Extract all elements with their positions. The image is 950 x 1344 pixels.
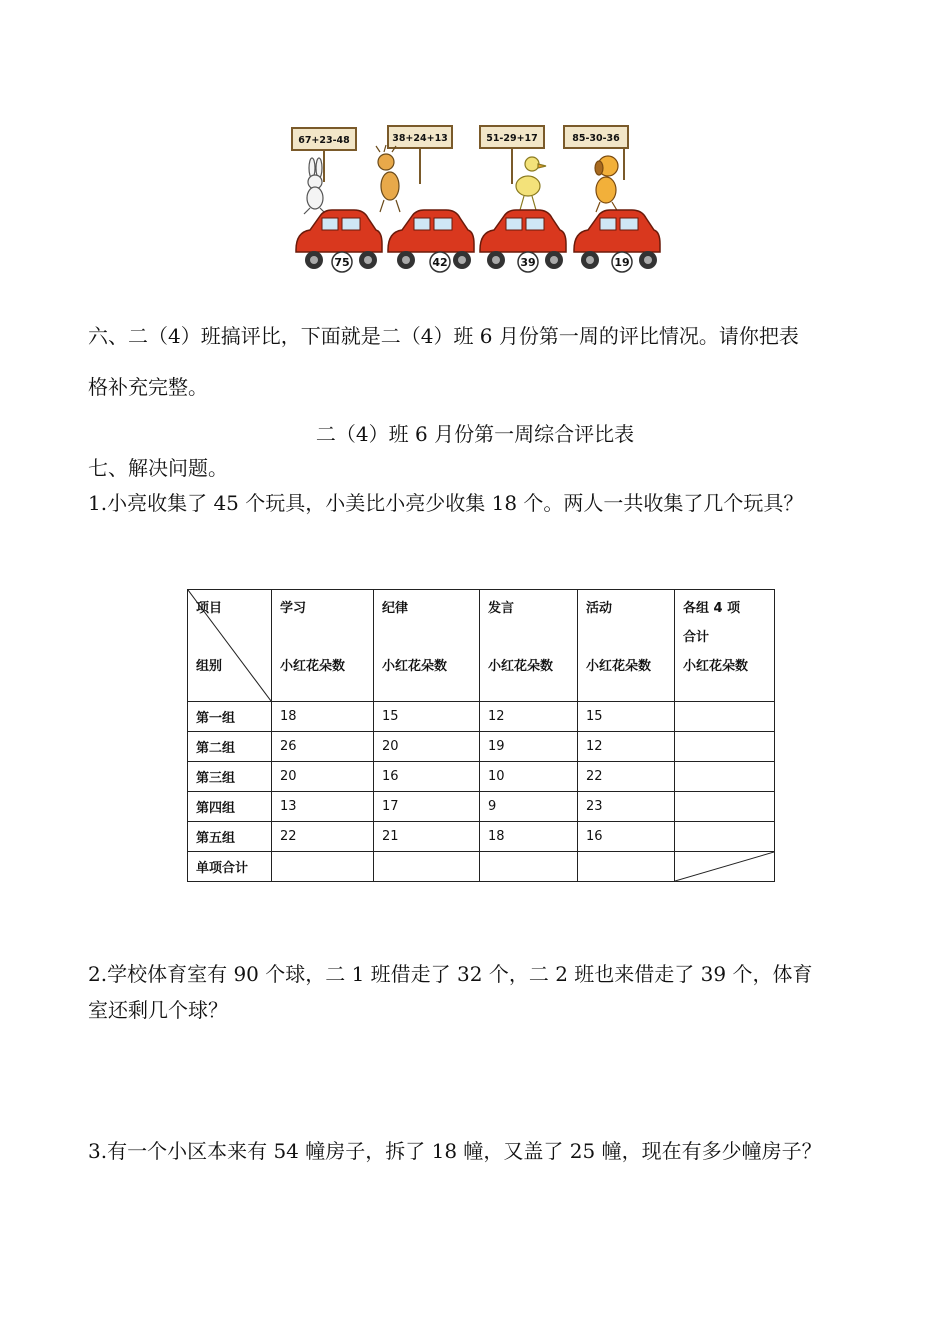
group-label: 第三组 [188,762,272,792]
cell-value: 12 [480,702,578,732]
cell-value: 10 [480,762,578,792]
header-speaking-sub: 小红花朵数 [488,659,554,674]
cell-value: 20 [374,732,480,762]
rabbit-icon [304,158,326,214]
sign-2 [388,126,452,184]
group-label: 第五组 [188,822,272,852]
car-2-number: 42 [432,256,448,269]
car-3 [480,210,566,272]
cell-total-blank [675,822,775,852]
duck-icon [516,157,546,210]
header-study-sub: 小红花朵数 [280,659,346,674]
header-discipline [374,590,480,702]
section6-line1: 六、二（4）班搞评比，下面就是二（4）班 6 月份第一周的评比情况。请你把表 [88,324,799,348]
header-total-line2: 合计 [683,630,710,645]
cell-value: 16 [578,822,675,852]
cell-value: 22 [272,822,374,852]
corner-bottom-label: 组别 [196,659,223,674]
cell-value: 15 [578,702,675,732]
cell-sum-blank [480,852,578,882]
cell-total-blank [675,702,775,732]
cell-total-blank [675,762,775,792]
sum-row-label: 单项合计 [188,852,272,882]
car-4-number: 19 [614,256,630,269]
header-discipline-name: 纪律 [382,601,409,616]
cell-value: 22 [578,762,675,792]
header-total-line3: 小红花朵数 [683,659,749,674]
evaluation-table [187,589,775,882]
sum-row [188,852,775,882]
corner-top-label: 项目 [196,601,223,616]
header-activity-name: 活动 [586,601,613,616]
cell-sum-blank [578,852,675,882]
sign-1 [292,128,356,182]
header-total-line1: 各组 4 项 [683,601,741,616]
cell-value: 26 [272,732,374,762]
section6-line2: 格补充完整。 [88,375,208,399]
header-study [272,590,374,702]
header-activity [578,590,675,702]
cell-value: 18 [272,702,374,732]
car-4 [574,210,660,272]
cell-value: 21 [374,822,480,852]
sign-4-text: 85-30-36 [572,133,620,144]
question-1: 1.小亮收集了 45 个玩具，小美比小亮少收集 18 个。两人一共收集了几个玩具？ [88,491,804,515]
cell-total-blank [675,792,775,822]
car-1 [296,210,382,272]
car-1-number: 75 [334,256,350,269]
cell-value: 17 [374,792,480,822]
section7-heading: 七、解决问题。 [88,456,228,480]
cell-value: 20 [272,762,374,792]
question-3: 3.有一个小区本来有 54 幢房子，拆了 18 幢，又盖了 25 幢，现在有多少幢房子？ [88,1139,822,1163]
header-speaking-name: 发言 [488,601,515,616]
sign-2-text: 38+24+13 [392,133,448,144]
cell-value: 16 [374,762,480,792]
deer-icon [376,145,400,212]
cell-total-blank [675,732,775,762]
math-illustration [288,122,668,274]
table-row [188,702,775,732]
cell-value: 13 [272,792,374,822]
cell-value: 12 [578,732,675,762]
cell-sum-blank [272,852,374,882]
car-2 [388,210,474,272]
header-speaking [480,590,578,702]
question-2-line1: 2.学校体育室有 90 个球，二 1 班借走了 32 个，二 2 班也来借走了 39 个，体育 [88,962,813,986]
header-study-name: 学习 [280,601,307,616]
group-label: 第四组 [188,792,272,822]
table-header-row [188,590,775,702]
dog-icon [595,156,618,212]
group-label: 第一组 [188,702,272,732]
sign-3 [480,126,544,184]
sign-3-text: 51-29+17 [486,133,538,144]
header-activity-sub: 小红花朵数 [586,659,652,674]
question-2-line2: 室还剩几个球？ [88,998,228,1022]
cell-value: 19 [480,732,578,762]
cell-value: 15 [374,702,480,732]
table-row [188,792,775,822]
header-total [675,590,775,702]
group-label: 第二组 [188,732,272,762]
cell-value: 23 [578,792,675,822]
cell-value: 9 [480,792,578,822]
car-3-number: 39 [520,256,536,269]
header-discipline-sub: 小红花朵数 [382,659,448,674]
table-row [188,762,775,792]
cell-crossed-out [675,852,775,882]
corner-header-cell [188,590,272,702]
sign-1-text: 67+23-48 [298,135,350,146]
table-row [188,822,775,852]
cell-sum-blank [374,852,480,882]
table-row [188,732,775,762]
cell-value: 18 [480,822,578,852]
table-title: 二（4）班 6 月份第一周综合评比表 [315,422,635,446]
